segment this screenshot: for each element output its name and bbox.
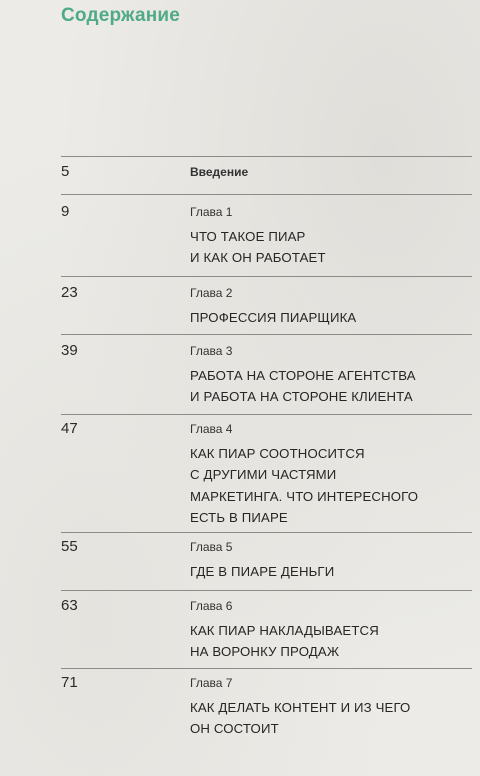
chapter-title [190, 443, 470, 528]
toc-entry-label: Глава 2 [190, 286, 233, 300]
divider [61, 334, 472, 335]
divider [61, 668, 472, 669]
chapter-title [190, 697, 470, 740]
chapter-title-line: ЕСТЬ В ПИАРЕ [190, 509, 288, 525]
chapter-title-line: КАК ПИАР НАКЛАДЫВАЕТСЯ [190, 623, 379, 638]
chapter-title [190, 226, 470, 269]
toc-page-number: 47 [61, 420, 78, 437]
chapter-title-line: КАК ДЕЛАТЬ КОНТЕНТ И ИЗ ЧЕГО [190, 700, 411, 715]
chapter-title-line: РАБОТА НА СТОРОНЕ АГЕНТСТВА [190, 368, 416, 383]
divider [61, 194, 472, 195]
toc-page-number: 39 [61, 342, 78, 359]
chapter-title-line: ЧТО ТАКОЕ ПИАР [190, 229, 306, 244]
divider [61, 414, 472, 415]
chapter-title-line: ПРОФЕССИЯ ПИАРЩИКА [190, 310, 357, 325]
chapter-title-line: И КАК ОН РАБОТАЕТ [190, 250, 326, 266]
toc-page-number: 5 [61, 163, 70, 180]
chapter-title-line: ГДЕ В ПИАРЕ ДЕНЬГИ [190, 564, 335, 579]
toc-page-number: 9 [61, 203, 70, 220]
chapter-title-line: И РАБОТА НА СТОРОНЕ КЛИЕНТА [190, 389, 413, 405]
chapter-title-line: ОН СОСТОИТ [190, 721, 279, 737]
chapter-title-line: С ДРУГИМИ ЧАСТЯМИ [190, 467, 337, 483]
toc-entry-label: Введение [190, 165, 249, 179]
divider [61, 276, 472, 277]
chapter-title [190, 365, 470, 408]
toc-entry-label: Глава 1 [190, 205, 233, 219]
toc-entry-label: Глава 5 [190, 540, 233, 554]
toc-page-number: 63 [61, 597, 78, 614]
divider [61, 532, 472, 533]
divider [61, 156, 472, 157]
toc-page-number: 55 [61, 538, 78, 555]
toc-entry-label: Глава 4 [190, 422, 233, 436]
chapter-title [190, 307, 470, 328]
toc-entry-label: Глава 3 [190, 344, 233, 358]
divider [61, 590, 472, 591]
chapter-title-line: МАРКЕТИНГА. ЧТО ИНТЕРЕСНОГО [190, 488, 419, 504]
chapter-title-line: КАК ПИАР СООТНОСИТСЯ [190, 446, 365, 461]
toc-entry-label: Глава 7 [190, 676, 233, 690]
page-title: Содержание [61, 5, 181, 26]
chapter-title-line: НА ВОРОНКУ ПРОДАЖ [190, 644, 340, 660]
toc-entry-label: Глава 6 [190, 599, 233, 613]
chapter-title [190, 620, 470, 663]
toc-page-number: 71 [61, 674, 78, 691]
toc-page-number: 23 [61, 284, 78, 301]
chapter-title [190, 561, 470, 582]
